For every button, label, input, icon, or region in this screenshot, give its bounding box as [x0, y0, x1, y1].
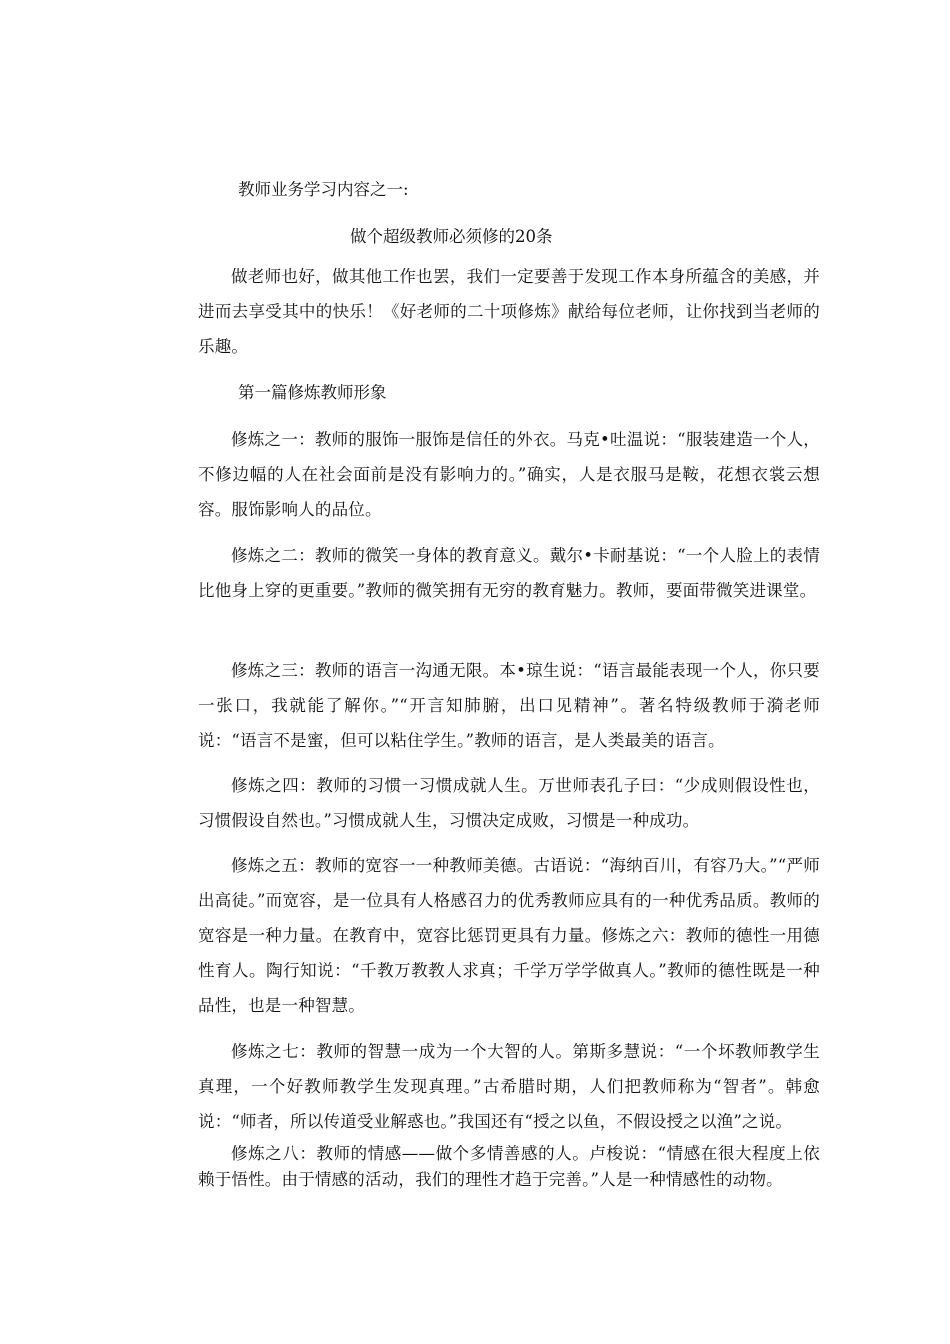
paragraph-8: 修炼之八：教师的情感——做个多情善感的人。卢梭说：“情感在很大程度上依赖于悟性。由于情感的活动，我们的理性才趋于完善。”人是一种情感性的动物。: [198, 1144, 820, 1189]
intro-label: 教师业务学习内容之一:: [238, 180, 409, 199]
document-title: 做个超级教师必须修的20条: [350, 227, 553, 246]
intro-paragraph: 做老师也好，做其他工作也罢，我们一定要善于发现工作本身所蕴含的美感，并进而去享受其中的快乐！《好老师的二十项修炼》献给每位老师，让你找到当老师的乐趣。: [198, 267, 820, 356]
paragraph-4: 修炼之四：教师的习惯一习惯成就人生。万世师表孔子曰：“少成则假设性也，习惯假设自然也。”习惯成就人生，习惯决定成败，习惯是一种成功。: [198, 776, 820, 830]
paragraph-3: 修炼之三：教师的语言一沟通无限。本•琼生说：“语言最能表现一个人，你只要一张口，我就能了解你。”“开言知肺腑，出口见精神”。著名特级教师于漪老师说：“语言不是蜜，但可以粘住学生。”教师的语言，是人类最美的语言。: [198, 661, 820, 750]
paragraph-1: 修炼之一：教师的服饰一服饰是信任的外衣。马克•吐温说：“服装建造一个人，不修边幅的人在社会面前是没有影响力的。”确实，人是衣服马是鞍，花想衣裳云想容。服饰影响人的品位。: [198, 430, 820, 519]
paragraph-5: 修炼之五：教师的宽容一一种教师美德。古语说：“海纳百川，有容乃大。”“严师出高徒。”而宽容，是一位具有人格感召力的优秀教师应具有的一种优秀品质。教师的宽容是一种力量。在教育中，宽容比惩罚更具有力量。修炼之六：教师的德性一用德性育人。陶行知说：“千教万教教人求真；千学万学学做真人。”教师的德性既是一种品性，也是一种智慧。: [198, 856, 820, 1015]
paragraph-2: 修炼之二：教师的微笑一身体的教育意义。戴尔•卡耐基说：“一个人脸上的表情比他身上穿的更重要。”教师的微笑拥有无穷的教育魅力。教师，要面带微笑进课堂。: [198, 546, 820, 600]
section-heading: 第一篇修炼教师形象: [238, 383, 387, 402]
paragraph-7: 修炼之七：教师的智慧一成为一个大智的人。第斯多慧说：“一个坏教师教学生真理，一个好教师教学生发现真理。”古希腊时期，人们把教师称为“智者”。韩愈说：“师者，所以传道受业解惑也。”我国还有“授之以鱼，不假设授之以渔”之说。: [198, 1042, 820, 1131]
